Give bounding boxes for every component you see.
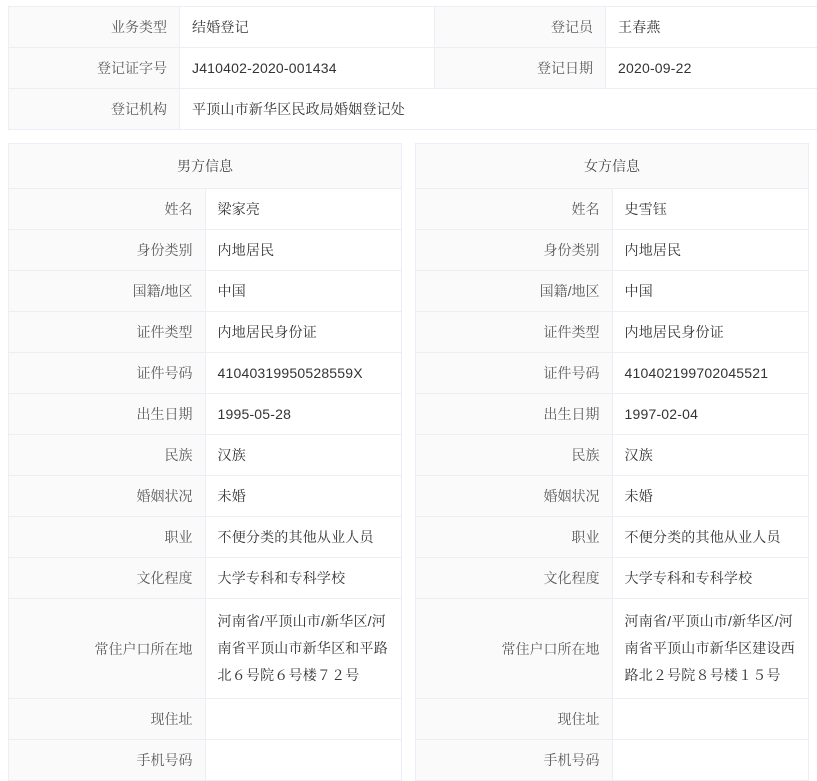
female-id-number-label: 证件号码 [416, 353, 613, 394]
table-row [9, 599, 402, 699]
table-row [416, 740, 809, 781]
registrar-label: 登记员 [435, 7, 606, 48]
female-id-type-label: 证件类型 [416, 312, 613, 353]
summary-table [8, 6, 817, 130]
male-identity-type-label: 身份类别 [9, 230, 206, 271]
male-occupation-value: 不便分类的其他从业人员 [205, 517, 402, 558]
table-row [9, 230, 402, 271]
male-household-address-label: 常住户口所在地 [9, 599, 206, 699]
table-row [416, 312, 809, 353]
female-nationality-label: 国籍/地区 [416, 271, 613, 312]
female-identity-type-value: 内地居民 [612, 230, 809, 271]
male-info-panel [8, 143, 402, 781]
male-panel-title: 男方信息 [9, 144, 402, 189]
female-education-label: 文化程度 [416, 558, 613, 599]
table-row [9, 7, 817, 48]
male-id-number-value: 41040319950528559X [205, 353, 402, 394]
registrar-value: 王春燕 [606, 7, 817, 48]
male-phone-label: 手机号码 [9, 740, 206, 781]
female-id-type-value: 内地居民身份证 [612, 312, 809, 353]
table-row [416, 271, 809, 312]
female-nationality-value: 中国 [612, 271, 809, 312]
table-row [9, 271, 402, 312]
table-row [9, 144, 402, 189]
male-nationality-label: 国籍/地区 [9, 271, 206, 312]
table-row [416, 558, 809, 599]
female-birth-date-label: 出生日期 [416, 394, 613, 435]
male-household-address-value: 河南省/平顶山市/新华区/河南省平顶山市新华区和平路北６号院６号楼７２号 [205, 599, 402, 699]
table-row [9, 517, 402, 558]
female-occupation-value: 不便分类的其他从业人员 [612, 517, 809, 558]
male-birth-date-value: 1995-05-28 [205, 394, 402, 435]
male-identity-type-value: 内地居民 [205, 230, 402, 271]
male-occupation-label: 职业 [9, 517, 206, 558]
male-ethnicity-value: 汉族 [205, 435, 402, 476]
male-id-type-value: 内地居民身份证 [205, 312, 402, 353]
female-panel-title: 女方信息 [416, 144, 809, 189]
male-info-table [8, 143, 402, 781]
female-current-address-value [612, 699, 809, 740]
male-name-label: 姓名 [9, 189, 206, 230]
table-row [416, 599, 809, 699]
female-phone-value [612, 740, 809, 781]
table-row [9, 558, 402, 599]
table-row [416, 230, 809, 271]
male-ethnicity-label: 民族 [9, 435, 206, 476]
female-household-address-label: 常住户口所在地 [416, 599, 613, 699]
person-panels [8, 143, 809, 781]
male-current-address-label: 现住址 [9, 699, 206, 740]
female-current-address-label: 现住址 [416, 699, 613, 740]
table-row [416, 353, 809, 394]
table-row [416, 189, 809, 230]
table-row [9, 189, 402, 230]
table-row [9, 435, 402, 476]
male-phone-value [205, 740, 402, 781]
female-education-value: 大学专科和专科学校 [612, 558, 809, 599]
female-identity-type-label: 身份类别 [416, 230, 613, 271]
table-row [9, 476, 402, 517]
female-occupation-label: 职业 [416, 517, 613, 558]
male-marital-status-value: 未婚 [205, 476, 402, 517]
female-phone-label: 手机号码 [416, 740, 613, 781]
male-current-address-value [205, 699, 402, 740]
table-row [416, 144, 809, 189]
female-name-value: 史雪钰 [612, 189, 809, 230]
table-row [9, 312, 402, 353]
table-row [416, 394, 809, 435]
table-row [9, 48, 817, 89]
male-name-value: 梁家亮 [205, 189, 402, 230]
table-row [416, 517, 809, 558]
certificate-number-value: J410402-2020-001434 [180, 48, 435, 89]
male-birth-date-label: 出生日期 [9, 394, 206, 435]
female-info-table [415, 143, 809, 781]
male-education-value: 大学专科和专科学校 [205, 558, 402, 599]
agency-label: 登记机构 [9, 89, 180, 130]
table-row [416, 699, 809, 740]
business-type-value: 结婚登记 [180, 7, 435, 48]
female-household-address-value: 河南省/平顶山市/新华区/河南省平顶山市新华区建设西路北２号院８号楼１５号 [612, 599, 809, 699]
table-row [9, 699, 402, 740]
certificate-number-label: 登记证字号 [9, 48, 180, 89]
female-info-panel [415, 143, 809, 781]
table-row [416, 435, 809, 476]
registration-date-value: 2020-09-22 [606, 48, 817, 89]
female-name-label: 姓名 [416, 189, 613, 230]
female-ethnicity-label: 民族 [416, 435, 613, 476]
registration-date-label: 登记日期 [435, 48, 606, 89]
female-birth-date-value: 1997-02-04 [612, 394, 809, 435]
table-row [9, 394, 402, 435]
table-row [9, 740, 402, 781]
female-marital-status-label: 婚姻状况 [416, 476, 613, 517]
male-id-number-label: 证件号码 [9, 353, 206, 394]
table-row [9, 89, 817, 130]
female-ethnicity-value: 汉族 [612, 435, 809, 476]
female-marital-status-value: 未婚 [612, 476, 809, 517]
male-marital-status-label: 婚姻状况 [9, 476, 206, 517]
table-row [9, 353, 402, 394]
table-row [416, 476, 809, 517]
business-type-label: 业务类型 [9, 7, 180, 48]
male-id-type-label: 证件类型 [9, 312, 206, 353]
male-education-label: 文化程度 [9, 558, 206, 599]
female-id-number-value: 410402199702045521 [612, 353, 809, 394]
male-nationality-value: 中国 [205, 271, 402, 312]
agency-value: 平顶山市新华区民政局婚姻登记处 [180, 89, 817, 130]
